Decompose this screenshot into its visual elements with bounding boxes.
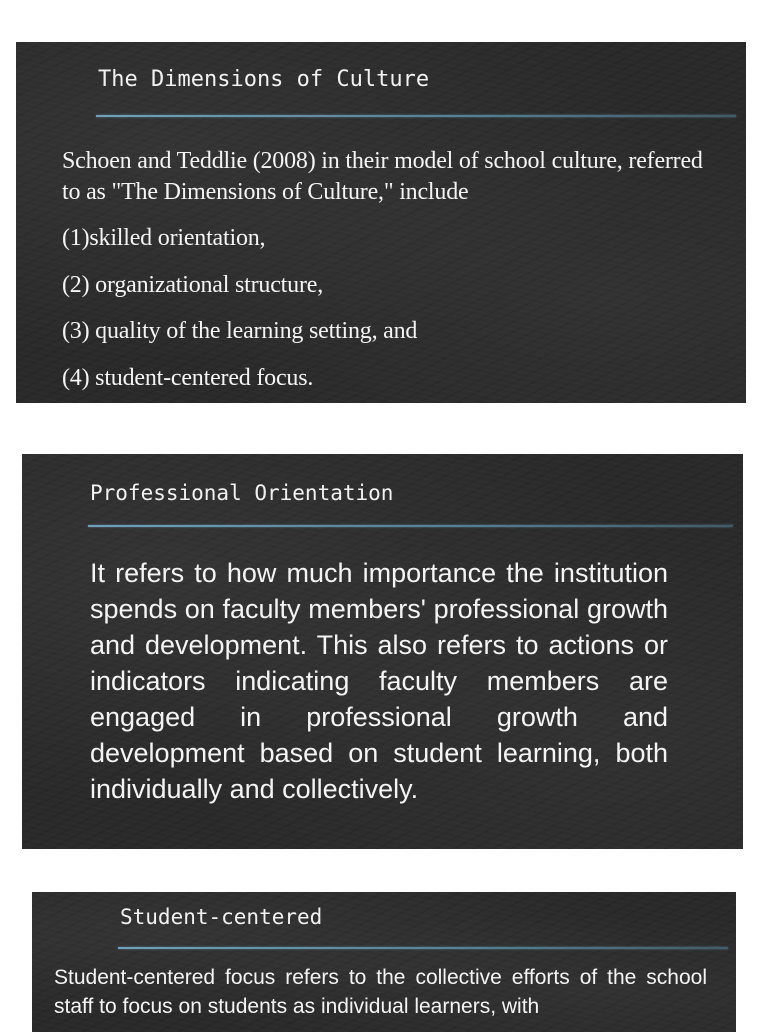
list-item: (1)skilled orientation, [62,225,266,251]
list-item: (4) student-centered focus. [62,365,314,391]
slide-title: Professional Orientation [90,481,394,505]
slide-title: Student-centered [120,905,323,929]
list-item: (3) quality of the learning setting, and [62,318,418,344]
list-item: (2) organizational structure, [62,272,323,298]
slide-dimensions-of-culture [16,42,746,403]
intro-paragraph: Schoen and Teddlie (2008) in their model of school culture, referred to as "The Dimensions of Culture," include [62,148,703,205]
title-divider [118,947,728,949]
body-paragraph: Student-centered focus refers to the collective efforts of the school staff to focus on students as individual learners, with [54,966,707,1018]
body-paragraph: It refers to how much importance the institution spends on faculty members' professional growth and development. This also refers to actions or indicators indicating faculty members are engaged in professional growth and development based on student learning, both individually and collectively. [90,558,668,804]
slide-professional-orientation [22,454,743,849]
slide-title: The Dimensions of Culture [98,67,430,92]
title-divider [96,115,736,117]
title-divider [88,525,733,527]
slide-student-centered [32,892,736,1032]
